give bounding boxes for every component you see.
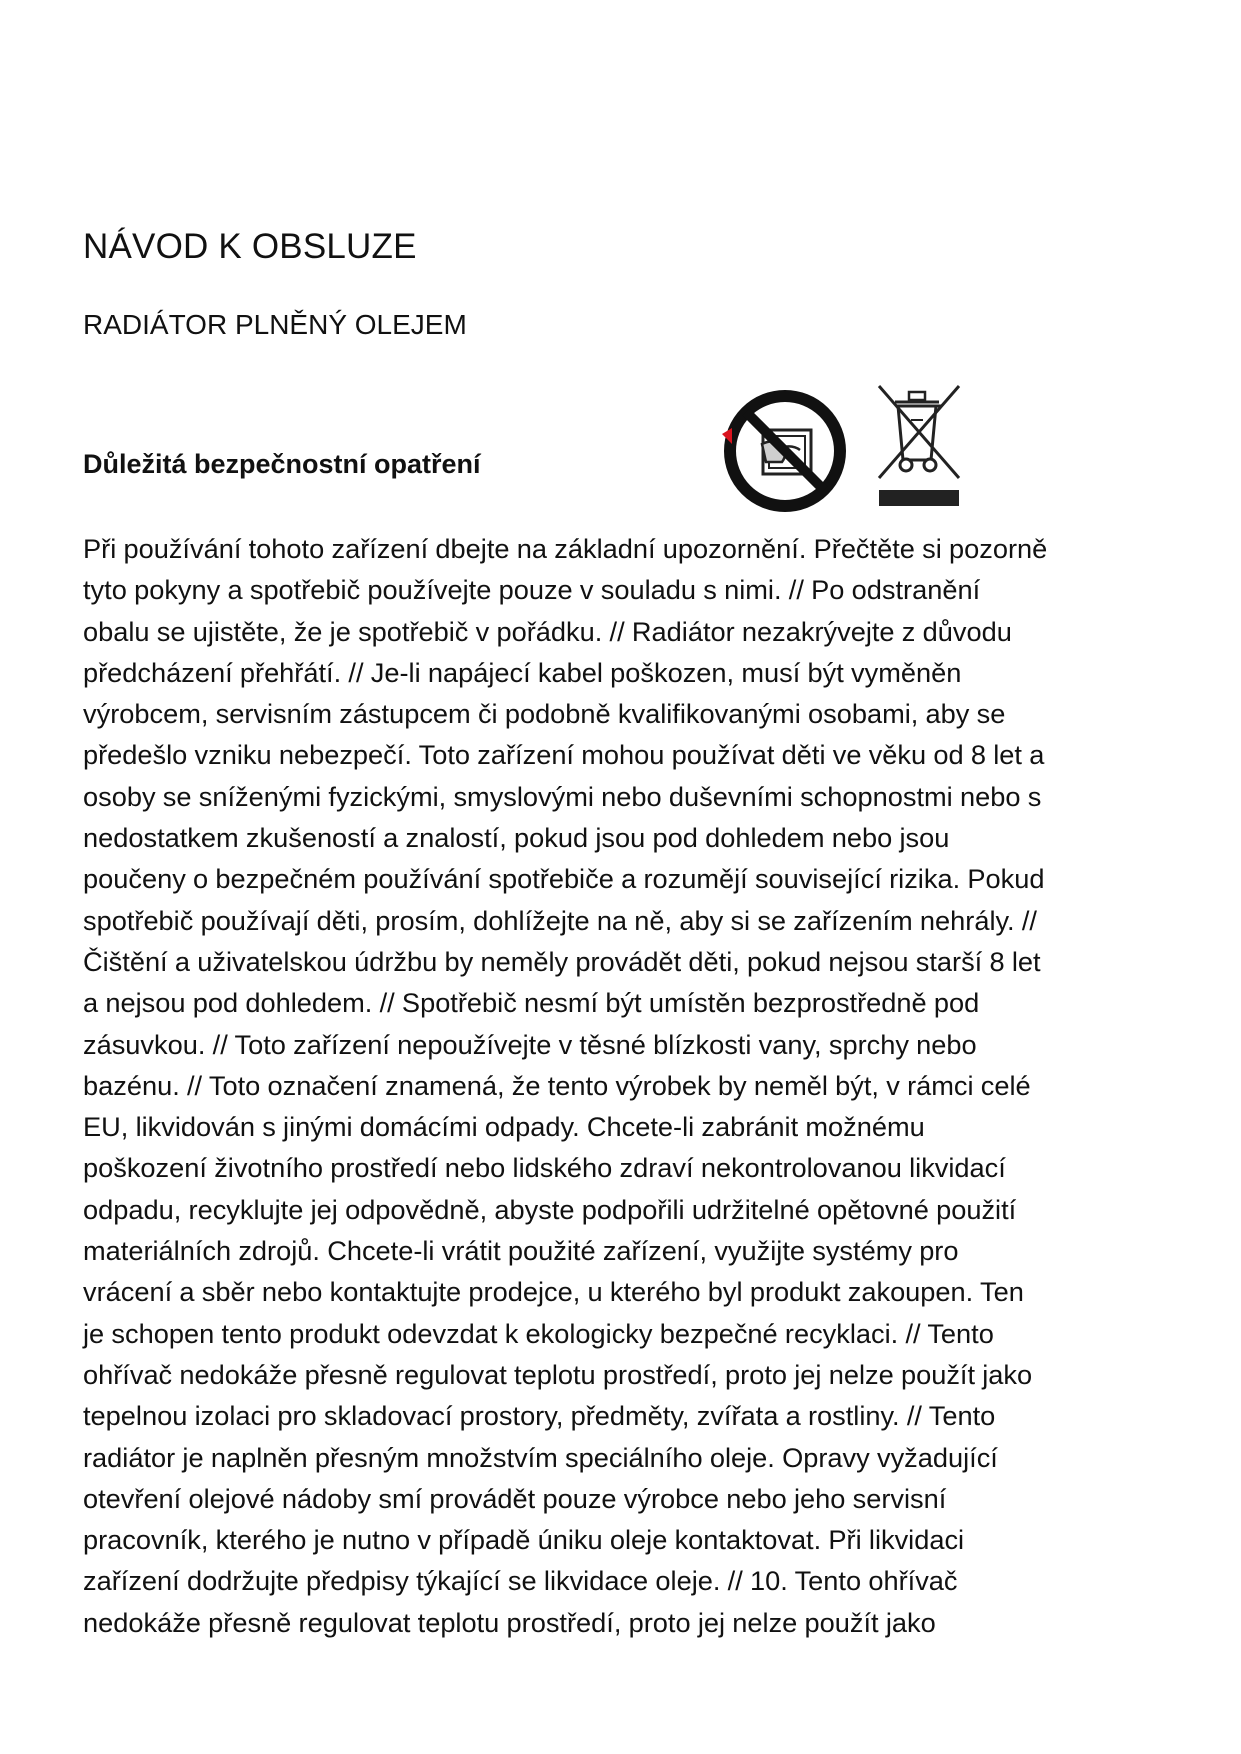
body-line: výrobcem, servisním zástupcem či podobně kvalifikovanými osobami, aby se bbox=[83, 698, 1006, 730]
do-not-cover-icon bbox=[722, 388, 848, 514]
body-line: předešlo vzniku nebezpečí. Toto zařízení mohou používat děti ve věku od 8 let a bbox=[83, 739, 1045, 771]
body-line: předcházení přehřátí. // Je-li napájecí kabel poškozen, musí být vyměněn bbox=[83, 656, 962, 688]
body-line: obalu se ujistěte, že je spotřebič v pořádku. // Radiátor nezakrývejte z důvodu bbox=[83, 615, 1012, 647]
body-line: ohřívač nedokáže přesně regulovat teplotu prostředí, proto jej nelze použít jako bbox=[83, 1358, 1033, 1390]
safety-instructions-text bbox=[83, 528, 1191, 1643]
body-line: je schopen tento produkt odevzdat k ekologicky bezpečné recyklaci. // Tento bbox=[83, 1317, 994, 1349]
safety-section-heading: Důležitá bezpečnostní opatření bbox=[83, 449, 481, 479]
body-line: zásuvkou. // Toto zařízení nepoužívejte v těsné blízkosti vany, sprchy nebo bbox=[83, 1028, 977, 1060]
document-title: NÁVOD K OBSLUZE bbox=[83, 227, 417, 266]
body-line: nedokáže přesně regulovat teplotu prostředí, proto jej nelze použít jako bbox=[83, 1606, 936, 1638]
body-line: bazénu. // Toto označení znamená, že tento výrobek by neměl být, v rámci celé bbox=[83, 1069, 1031, 1101]
body-line: materiálních zdrojů. Chcete-li vrátit použité zařízení, využijte systémy pro bbox=[83, 1235, 959, 1267]
body-line: EU, likvidován s jinými domácími odpady. Chcete-li zabránit možnému bbox=[83, 1111, 925, 1143]
body-line: tyto pokyny a spotřebič používejte pouze v souladu s nimi. // Po odstranění bbox=[83, 574, 981, 606]
body-line: pracovník, kterého je nutno v případě úniku oleje kontaktovat. Při likvidaci bbox=[83, 1524, 965, 1556]
body-line: Při používání tohoto zařízení dbejte na základní upozornění. Přečtěte si pozorně bbox=[83, 533, 1048, 564]
body-line: poškození životního prostředí nebo lidského zdraví nekontrolovanou likvidací bbox=[83, 1152, 1006, 1184]
body-line: zařízení dodržujte předpisy týkající se likvidace oleje. // 10. Tento ohřívač bbox=[83, 1565, 958, 1597]
body-line: odpadu, recyklujte jej odpovědně, abyste podpořili udržitelné opětovné použití bbox=[83, 1193, 1017, 1225]
body-line: vrácení a sběr nebo kontaktujte prodejce, u kterého byl produkt zakoupen. Ten bbox=[83, 1276, 1024, 1308]
body-line: poučeny o bezpečném používání spotřebiče a rozumějí související rizika. Pokud bbox=[83, 863, 1045, 895]
document-subtitle: RADIÁTOR PLNĚNÝ OLEJEM bbox=[83, 309, 467, 340]
body-line: spotřebič používají děti, prosím, dohlížejte na ně, aby si se zařízením nehrály. // bbox=[83, 904, 1037, 936]
body-line: tepelnou izolaci pro skladovací prostory, předměty, zvířata a rostliny. // Tento bbox=[83, 1400, 996, 1432]
body-line: radiátor je naplněn přesným množstvím speciálního oleje. Opravy vyžadující bbox=[83, 1441, 998, 1473]
body-line: otevření olejové nádoby smí provádět pouze výrobce nebo jeho servisní bbox=[83, 1482, 947, 1514]
body-line: a nejsou pod dohledem. // Spotřebič nesmí být umístěn bezprostředně pod bbox=[83, 987, 980, 1019]
body-line: nedostatkem zkušeností a znalostí, pokud jsou pod dohledem nebo jsou bbox=[83, 822, 950, 854]
crossed-out-bin-icon bbox=[873, 380, 965, 512]
body-line: Čištění a uživatelskou údržbu by neměly provádět děti, pokud nejsou starší 8 let bbox=[83, 945, 1041, 977]
body-line: osoby se sníženými fyzickými, smyslovými nebo duševními schopnostmi nebo s bbox=[83, 780, 1042, 812]
